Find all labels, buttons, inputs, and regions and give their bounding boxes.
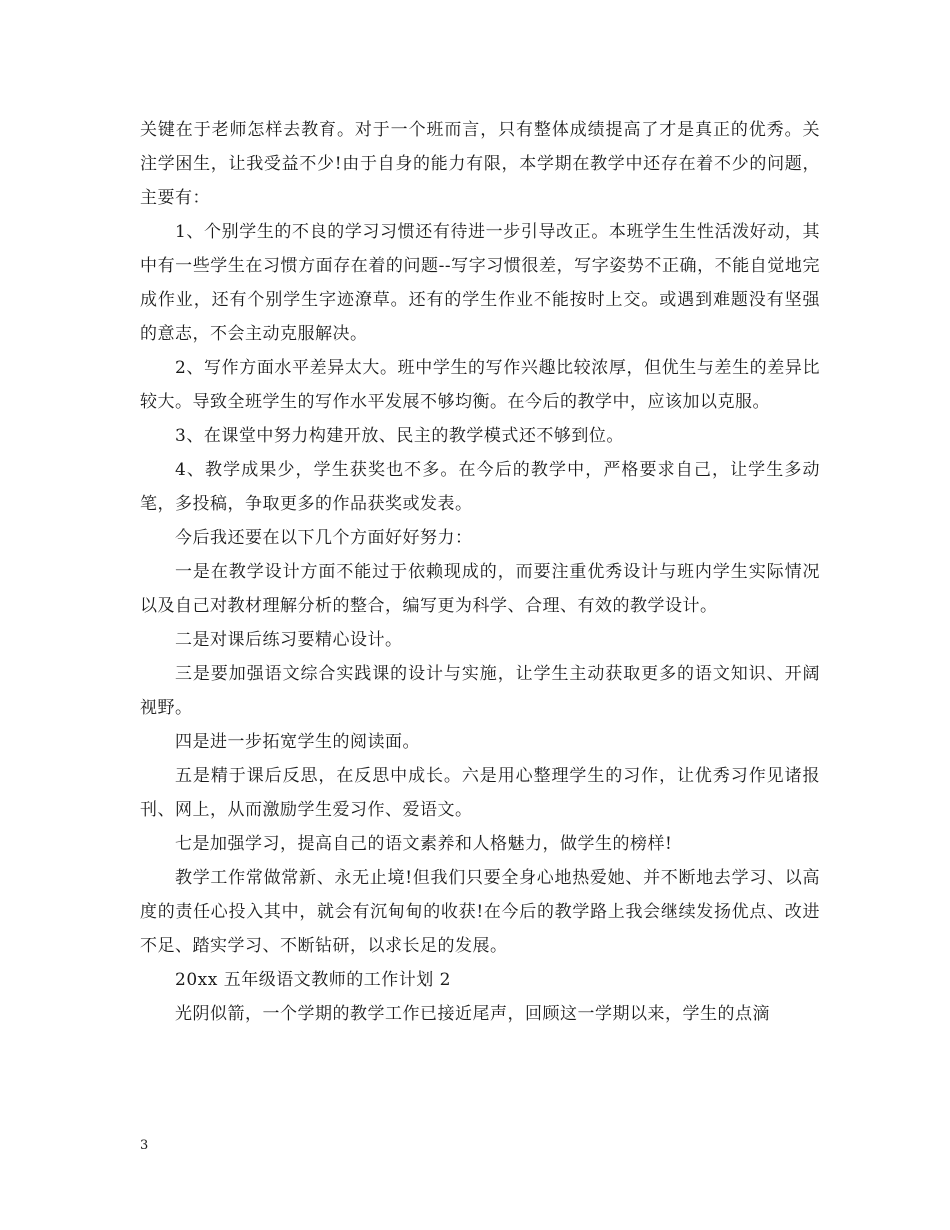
paragraph-3: 2、写作方面水平差异太大。班中学生的写作兴趣比较浓厚，但优生与差生的差异比较大。导致全班学生的写作水平发展不够均衡。在今后的教学中，应该加以克服。 <box>140 358 820 412</box>
paragraph-13: 教学工作常做常新、永无止境!但我们只要全身心地热爱她、并不断地去学习、以高度的责任心投入其中，就会有沉甸甸的收获!在今后的教学路上我会继续发扬优点、改进不足、踏实学习、不断钻研，以求长足的发展。 <box>140 868 820 956</box>
paragraph-10: 四是进一步拓宽学生的阅读面。 <box>175 732 420 752</box>
paragraph-2: 1、个别学生的不良的学习习惯还有待进一步引导改正。本班学生生性活泼好动，其中有一些学生在习惯方面存在着的问题--写字习惯很差，写字姿势不正确，不能自觉地完成作业，还有个别学生字迹潦草。还有的学生作业不能按时上交。或遇到难题没有坚强的意志，不会主动克服解决。 <box>140 222 820 344</box>
paragraph-5: 4、教学成果少，学生获奖也不多。在今后的教学中，严格要求自己，让学生多动笔，多投稿，争取更多的作品获奖或发表。 <box>140 460 820 514</box>
paragraph-8: 二是对课后练习要精心设计。 <box>175 630 403 650</box>
section-heading: 20xx 五年级语文教师的工作计划 2 <box>175 970 451 990</box>
page-number: 3 <box>140 1138 149 1153</box>
paragraph-1: 关键在于老师怎样去教育。对于一个班而言，只有整体成绩提高了才是真正的优秀。关注学困生，让我受益不少!由于自身的能力有限，本学期在教学中还存在着不少的问题，主要有： <box>140 120 820 208</box>
paragraph-11: 五是精于课后反思，在反思中成长。六是用心整理学生的习作，让优秀习作见诸报刊、网上，从而激励学生爱习作、爱语文。 <box>140 766 820 820</box>
paragraph-15: 光阴似箭，一个学期的教学工作已接近尾声，回顾这一学期以来，学生的点滴 <box>175 1004 770 1024</box>
paragraph-6: 今后我还要在以下几个方面好好努力： <box>175 528 473 548</box>
paragraph-4: 3、在课堂中努力构建开放、民主的教学模式还不够到位。 <box>175 426 624 446</box>
document-body <box>140 113 820 1031</box>
paragraph-12: 七是加强学习，提高自己的语文素养和人格魅力，做学生的榜样! <box>175 834 673 854</box>
paragraph-7: 一是在教学设计方面不能过于依赖现成的，而要注重优秀设计与班内学生实际情况以及自己对教材理解分析的整合，编写更为科学、合理、有效的教学设计。 <box>140 562 820 616</box>
paragraph-9: 三是要加强语文综合实践课的设计与实施，让学生主动获取更多的语文知识、开阔视野。 <box>140 664 820 718</box>
